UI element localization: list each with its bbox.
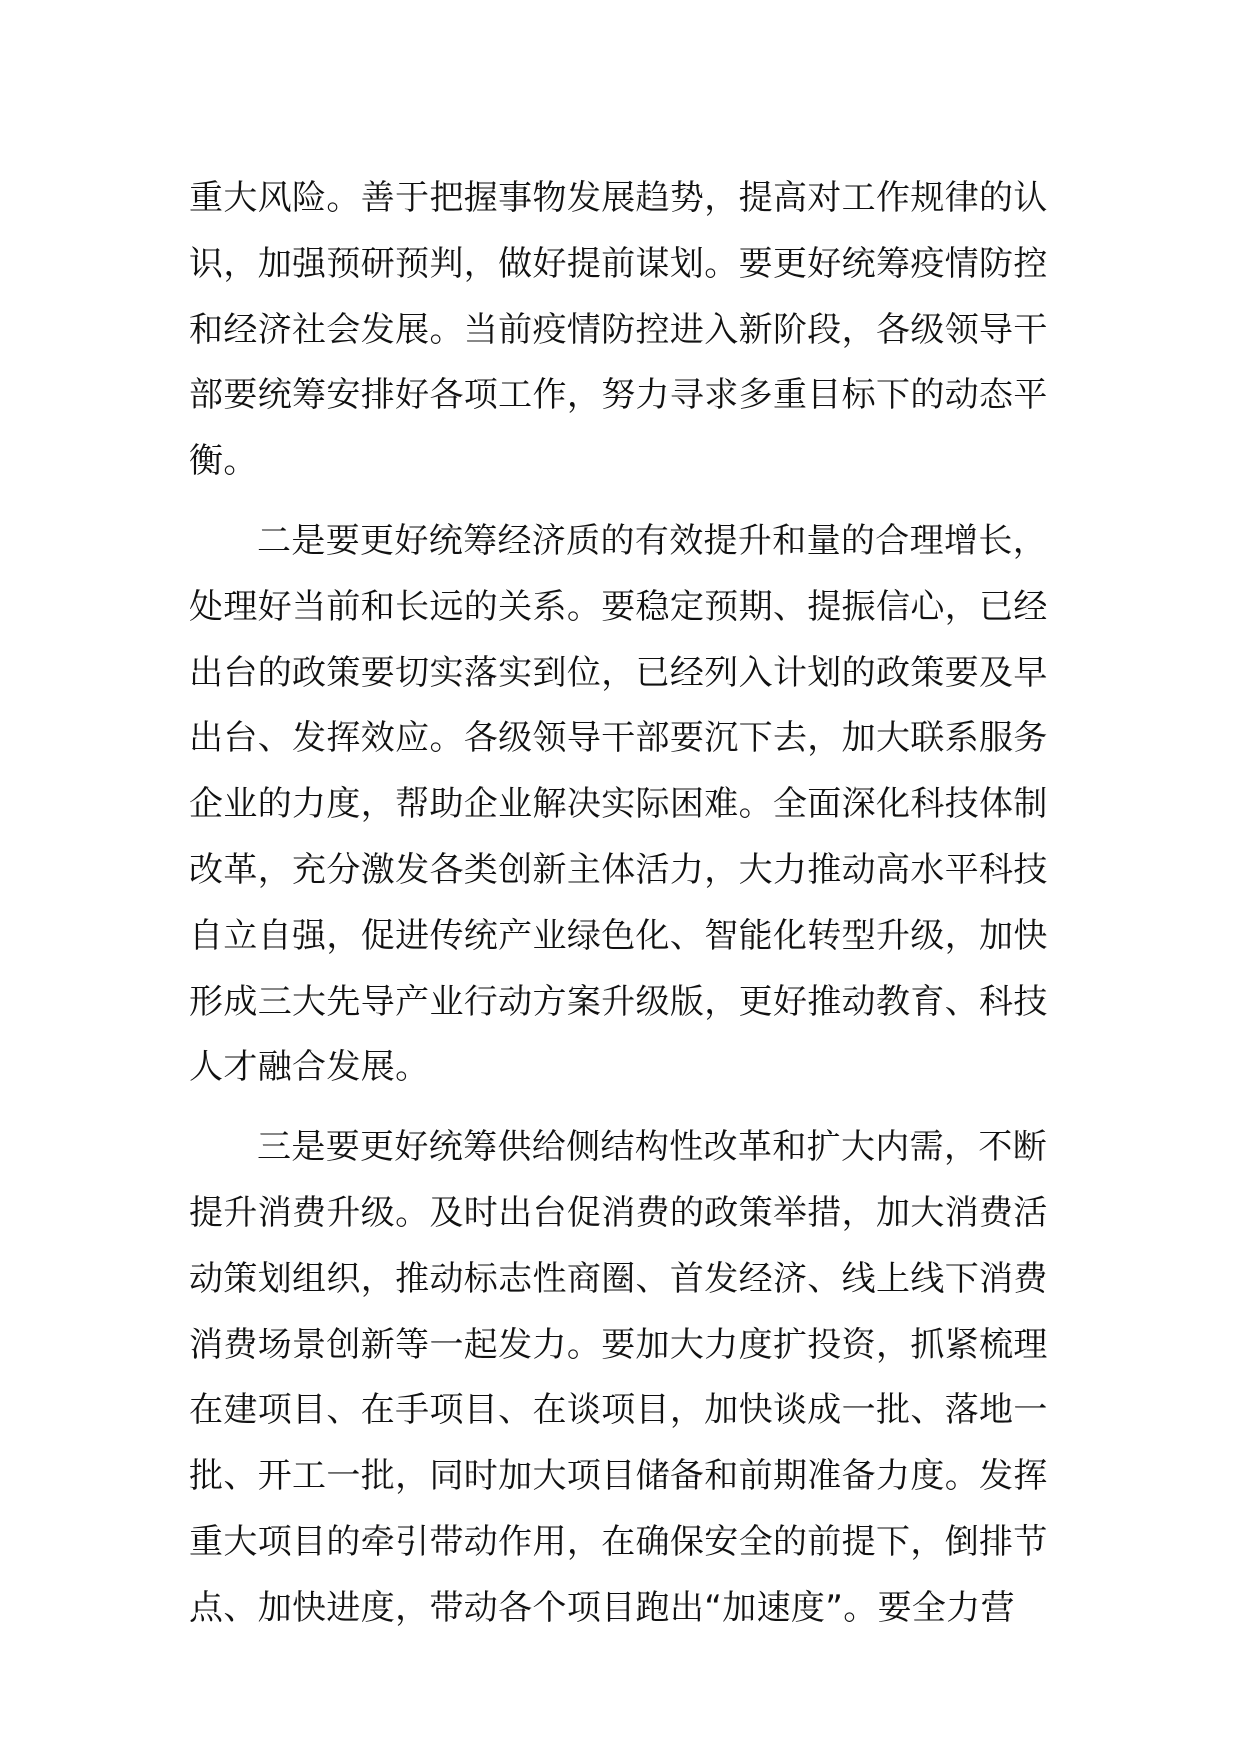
text-line: 消费场景创新等一起发力。要加大力度扩投资，抓紧梳理	[189, 1324, 1048, 1365]
text-line: 动策划组织，推动标志性商圈、首发经济、线上线下消费	[189, 1258, 1048, 1299]
text-line: 三是要更好统筹供给侧结构性改革和扩大内需，不断	[257, 1127, 1048, 1168]
text-line: 自立自强，促进传统产业绿色化、智能化转型升级，加快	[189, 915, 1048, 956]
text-line: 和经济社会发展。当前疫情防控进入新阶段，各级领导干	[189, 309, 1048, 350]
text-line: 识，加强预研预判，做好提前谋划。要更好统筹疫情防控	[189, 243, 1048, 284]
text-line: 形成三大先导产业行动方案升级版，更好推动教育、科技	[189, 981, 1048, 1022]
paragraph-1	[189, 166, 1069, 495]
text-line: 提升消费升级。及时出台促消费的政策举措，加大消费活	[189, 1192, 1048, 1233]
paragraph-3	[189, 1115, 1069, 1641]
text-line: 重大风险。善于把握事物发展趋势，提高对工作规律的认	[189, 178, 1048, 218]
text-line: 衡。	[189, 441, 258, 482]
text-line: 在建项目、在手项目、在谈项目，加快谈成一批、落地一	[189, 1390, 1048, 1431]
text-line: 批、开工一批，同时加大项目储备和前期准备力度。发挥	[189, 1456, 1048, 1497]
text-line: 出台、发挥效应。各级领导干部要沉下去，加大联系服务	[189, 718, 1048, 759]
paragraph-2	[189, 509, 1069, 1101]
body-text	[189, 166, 1069, 1642]
text-line: 重大项目的牵引带动作用，在确保安全的前提下，倒排节	[189, 1521, 1048, 1562]
text-line: 处理好当前和长远的关系。要稳定预期、提振信心，已经	[189, 586, 1048, 627]
text-line: 点、加快进度，带动各个项目跑出“加速度”。要全力营	[189, 1587, 1015, 1628]
paragraph-gap	[189, 495, 1069, 509]
paragraph-gap	[189, 1101, 1069, 1115]
text-line: 人才融合发展。	[189, 1047, 430, 1088]
text-line: 改革，充分激发各类创新主体活力，大力推动高水平科技	[189, 849, 1048, 890]
text-line: 出台的政策要切实落实到位，已经列入计划的政策要及早	[189, 652, 1048, 693]
text-line: 企业的力度，帮助企业解决实际困难。全面深化科技体制	[189, 784, 1048, 825]
text-line: 部要统筹安排好各项工作，努力寻求多重目标下的动态平	[189, 375, 1048, 416]
text-line: 二是要更好统筹经济质的有效提升和量的合理增长，	[257, 520, 1048, 561]
